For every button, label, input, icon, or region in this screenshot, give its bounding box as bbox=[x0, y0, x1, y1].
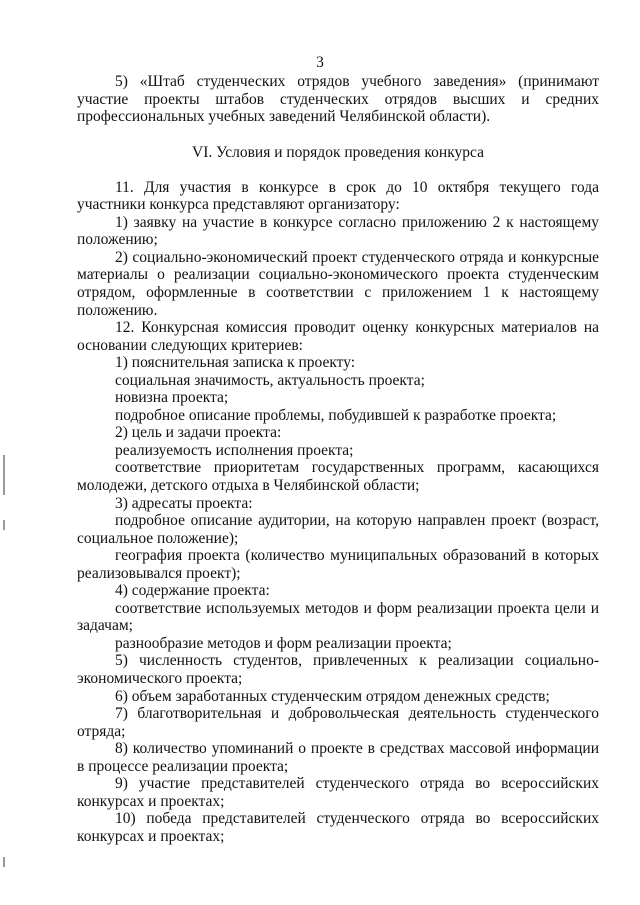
page-number: 3 bbox=[316, 54, 324, 71]
paragraph: 1) заявку на участие в конкурсе согласно приложению 2 к настоящему положению; bbox=[77, 213, 599, 249]
paragraph: 10) победа представителей студенческого отряда во всероссийских конкурсах и проектах; bbox=[77, 810, 599, 845]
paragraph: соответствие приоритетам государственных программ, касающихся молодежи, детского отдыха в Челябинской области; bbox=[77, 459, 599, 494]
document-body bbox=[77, 73, 599, 845]
paragraph: соответствие используемых методов и форм реализации проекта цели и задачам; bbox=[77, 599, 599, 635]
section-heading: VI. Условия и порядок проведения конкурса bbox=[192, 143, 484, 161]
paragraph: 7) благотворительная и добровольческая деятельность студенческого отряда; bbox=[77, 705, 599, 740]
scan-mark bbox=[3, 857, 5, 867]
paragraph: 2) социально-экономический проект студенческого отряда и конкурсные материалы о реализации социально-экономического проекта студенческим отрядом, оформленные в соответствии с приложением 1 к настоящему положению. bbox=[77, 248, 599, 319]
paragraph: разнообразие методов и форм реализации проекта; bbox=[115, 634, 452, 652]
scan-mark bbox=[3, 455, 5, 495]
paragraph: 8) количество упоминаний о проекте в средствах массовой информации в процессе реализации проекта; bbox=[77, 740, 599, 775]
paragraph: реализуемость исполнения проекта; bbox=[115, 441, 354, 459]
paragraph: 12. Конкурсная комиссия проводит оценку конкурсных материалов на основании следующих критериев: bbox=[77, 319, 599, 354]
paragraph: 3) адресаты проекта: bbox=[115, 494, 253, 512]
paragraph: 6) объем заработанных студенческим отрядом денежных средств; bbox=[115, 687, 550, 705]
paragraph: 4) содержание проекта: bbox=[115, 582, 270, 600]
paragraph: новизна проекта; bbox=[115, 389, 229, 407]
paragraph: 11. Для участия в конкурсе в срок до 10 октября текущего года участники конкурса представляют организатору: bbox=[77, 178, 599, 214]
paragraph: 5) численность студентов, привлеченных к реализации социально-экономического проекта; bbox=[77, 652, 599, 687]
paragraph: 1) пояснительная записка к проекту: bbox=[115, 354, 356, 372]
paragraph: подробное описание аудитории, на которую направлен проект (возраст, социальное положение); bbox=[77, 512, 599, 547]
paragraph: 2) цель и задачи проекта: bbox=[115, 424, 282, 442]
paragraph: 9) участие представителей студенческого отряда во всероссийских конкурсах и проектах; bbox=[77, 775, 599, 810]
scan-mark bbox=[3, 520, 5, 530]
paragraph: социальная значимость, актуальность проекта; bbox=[115, 371, 425, 389]
paragraph: подробное описание проблемы, побудившей к разработке проекта; bbox=[115, 406, 557, 424]
paragraph-intro: 5) «Штаб студенческих отрядов учебного заведения» (принимают участие проекты штабов студенческих отрядов высших и средних профессиональных учебных заведений Челябинской области). bbox=[77, 73, 599, 126]
paragraph: география проекта (количество муниципальных образований в которых реализовывался проект); bbox=[77, 547, 599, 582]
